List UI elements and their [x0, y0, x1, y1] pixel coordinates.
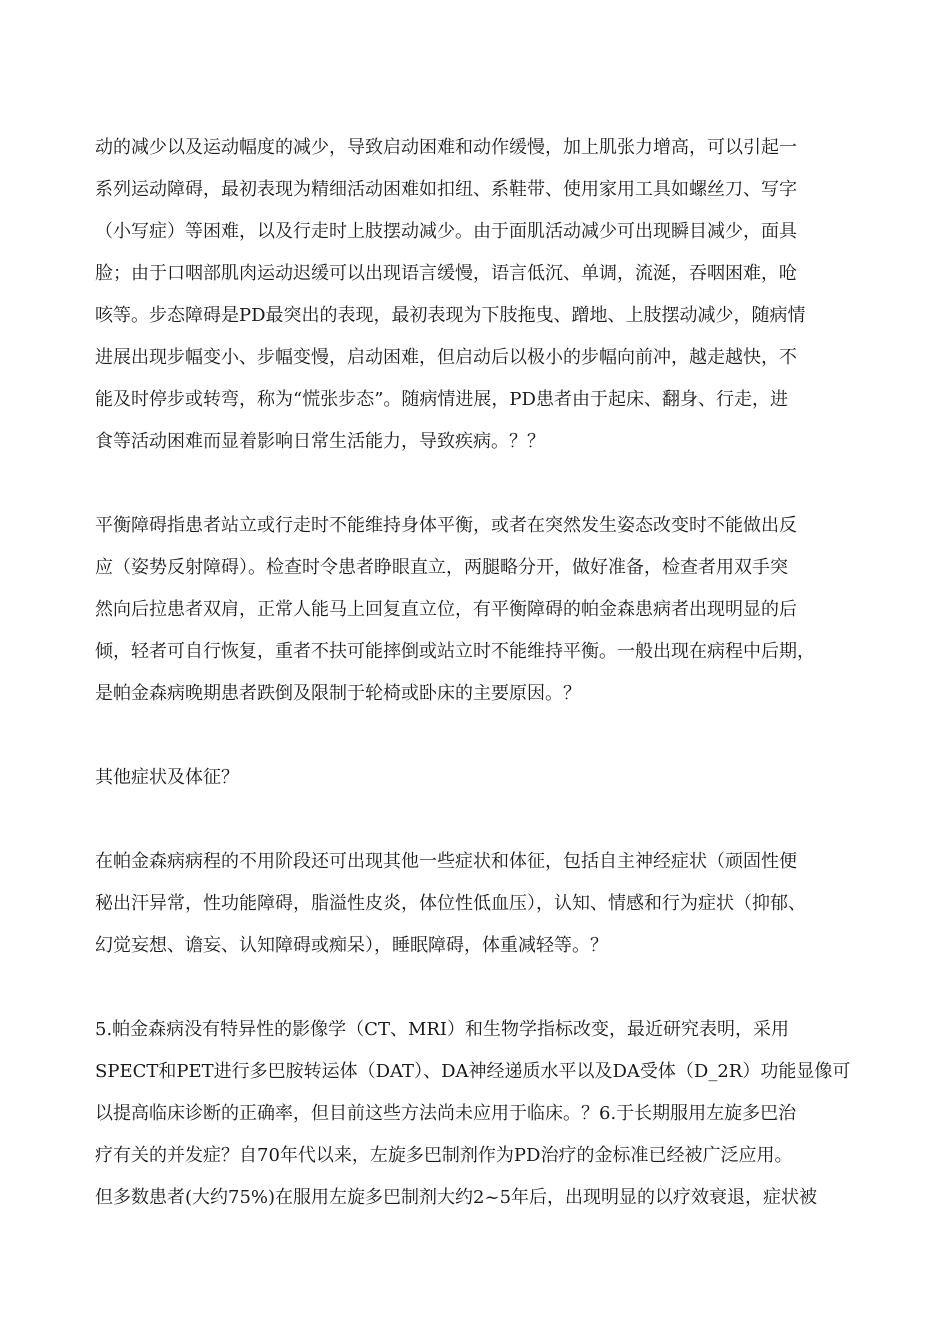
text-line: 但多数患者(大约75%)在服用左旋多巴制剂大约2~5年后，出现明显的以疗效衰退，症状被 [95, 1187, 818, 1208]
text-line: 食等活动困难而显着影响日常生活能力，导致疾病。？？ [95, 431, 545, 452]
text-line: 倾，轻者可自行恢复，重者不扶可能摔倒或站立时不能维持平衡。一般出现在病程中后期， [95, 641, 815, 662]
text-line: 咳等。步态障碍是PD最突出的表现，最初表现为下肢拖曳、蹭地、上肢摆动减少，随病情 [95, 305, 806, 326]
text-line: 脸；由于口咽部肌肉运动迟缓可以出现语言缓慢，语言低沉、单调，流涎，吞咽困难，呛 [95, 263, 797, 284]
text-line: 5.帕金森病没有特异性的影像学（CT、MRI）和生物学指标改变，最近研究表明，采用 [95, 1019, 790, 1040]
text-line: 以提高临床诊断的正确率，但目前这些方法尚未应用于临床。？6.于长期服用左旋多巴治 [95, 1103, 797, 1124]
text-line: SPECT和PET进行多巴胺转运体（DAT）、DA神经递质水平以及DA受体（D_2R）功能显像可 [95, 1061, 851, 1082]
text-line: 应（姿势反射障碍）。检查时令患者睁眼直立，两腿略分开，做好准备，检查者用双手突 [95, 557, 788, 578]
text-line: 是帕金森病晚期患者跌倒及限制于轮椅或卧床的主要原因。？ [95, 683, 581, 704]
text-line: 进展出现步幅变小、步幅变慢，启动困难，但启动后以极小的步幅向前冲，越走越快，不 [95, 347, 797, 368]
text-line: （小写症）等困难，以及行走时上肢摆动减少。由于面肌活动减少可出现瞬目减少，面具 [95, 221, 797, 242]
text-line: 能及时停步或转弯，称为“慌张步态”。随病情进展，PD患者由于起床、翻身、行走，进 [95, 389, 788, 410]
section-heading: 其他症状及体征？ [95, 767, 239, 788]
text-line: 动的减少以及运动幅度的减少，导致启动困难和动作缓慢，加上肌张力增高，可以引起一 [95, 137, 797, 158]
text-line: 然向后拉患者双肩，正常人能马上回复直立位，有平衡障碍的帕金森患病者出现明显的后 [95, 599, 797, 620]
text-line: 疗有关的并发症？自70年代以来，左旋多巴制剂作为PD治疗的金标准已经被广泛应用。 [95, 1145, 793, 1166]
text-line: 平衡障碍指患者站立或行走时不能维持身体平衡，或者在突然发生姿态改变时不能做出反 [95, 515, 797, 536]
text-line: 系列运动障碍，最初表现为精细活动困难如扣纽、系鞋带、使用家用工具如螺丝刀、写字 [95, 179, 797, 200]
text-line: 在帕金森病病程的不用阶段还可出现其他一些症状和体征，包括自主神经症状（顽固性便 [95, 851, 797, 872]
text-line: 秘出汗异常，性功能障碍，脂溢性皮炎，体位性低血压），认知、情感和行为症状（抑郁、 [95, 893, 806, 914]
text-line: 幻觉妄想、谵妄、认知障碍或痴呆），睡眠障碍，体重减轻等。？ [95, 935, 608, 956]
